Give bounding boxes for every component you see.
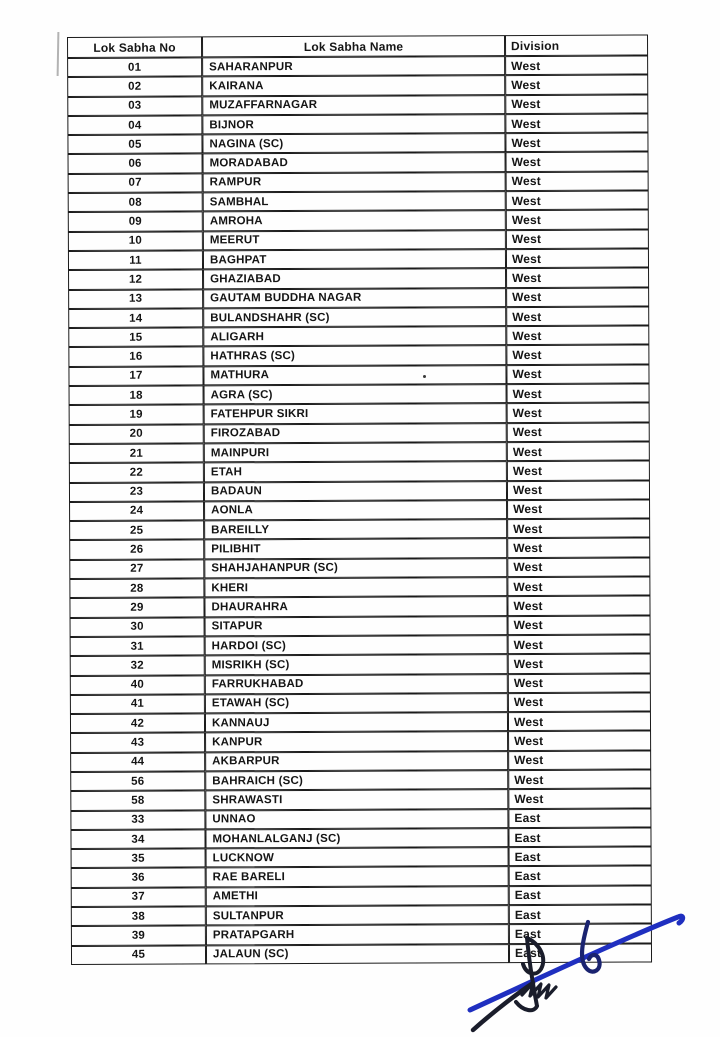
lok-sabha-name-cell: FARRUKHABAD	[205, 674, 508, 695]
lok-sabha-name-cell: SAMBHAL	[203, 191, 506, 212]
division-cell: West	[508, 731, 651, 751]
signature-stroke-zigzag	[522, 983, 556, 998]
division-cell: West	[505, 55, 648, 75]
table-row	[70, 634, 651, 656]
lok-sabha-no-cell: 26	[69, 540, 204, 560]
lok-sabha-no-cell: 19	[69, 405, 204, 425]
division-cell: West	[506, 326, 649, 346]
constituency-table	[67, 34, 652, 964]
lok-sabha-name-cell: KANPUR	[205, 731, 508, 752]
lok-sabha-name-cell: SHAHJAHANPUR (SC)	[204, 558, 507, 579]
lok-sabha-no-cell: 10	[68, 231, 203, 251]
table-row	[69, 557, 650, 579]
lok-sabha-name-cell: NAGINA (SC)	[202, 133, 505, 154]
header-lok-sabha-no: Lok Sabha No	[67, 36, 202, 58]
lok-sabha-name-cell: MUZAFFARNAGAR	[202, 95, 505, 116]
lok-sabha-name-cell: GAUTAM BUDDHA NAGAR	[203, 288, 506, 309]
table-row	[68, 306, 649, 328]
table-row	[67, 75, 648, 97]
table-row	[71, 924, 652, 946]
table-row	[69, 403, 650, 425]
table-row	[69, 596, 650, 618]
division-cell: East	[509, 847, 652, 867]
lok-sabha-name-cell: DHAURAHRA	[204, 596, 507, 617]
division-cell: East	[508, 827, 651, 847]
lok-sabha-no-cell: 39	[71, 926, 206, 946]
division-cell: East	[509, 943, 652, 963]
scan-artifact-dot	[423, 375, 426, 378]
division-cell: West	[507, 384, 650, 404]
lok-sabha-name-cell: AMROHA	[203, 210, 506, 231]
header-division: Division	[505, 34, 648, 56]
lok-sabha-no-cell: 22	[69, 463, 204, 483]
lok-sabha-no-cell: 25	[69, 521, 204, 541]
table-row	[71, 866, 652, 888]
lok-sabha-name-cell: MAINPURI	[204, 442, 507, 463]
lok-sabha-no-cell: 38	[71, 906, 206, 926]
lok-sabha-name-cell: AGRA (SC)	[204, 384, 507, 405]
lok-sabha-name-cell: MEERUT	[203, 230, 506, 251]
division-cell: East	[509, 905, 652, 925]
division-cell: West	[506, 248, 649, 268]
lok-sabha-no-cell: 07	[68, 173, 203, 193]
lok-sabha-name-cell: ETAWAH (SC)	[205, 693, 508, 714]
table-row	[70, 673, 651, 695]
lok-sabha-name-cell: KHERI	[204, 577, 507, 598]
table-row	[70, 789, 651, 811]
lok-sabha-name-cell: MORADABAD	[203, 153, 506, 174]
table-row	[69, 461, 650, 483]
signature-stroke-dark-diagonal	[473, 983, 533, 1030]
lok-sabha-name-cell: HARDOI (SC)	[205, 635, 508, 656]
division-cell: West	[505, 113, 648, 133]
division-cell: West	[507, 596, 650, 616]
division-cell: East	[508, 808, 651, 828]
division-cell: West	[507, 422, 650, 442]
lok-sabha-name-cell: FATEHPUR SIKRI	[204, 403, 507, 424]
lok-sabha-no-cell: 31	[70, 636, 205, 656]
lok-sabha-no-cell: 42	[70, 713, 205, 733]
lok-sabha-name-cell: KANNAUJ	[205, 712, 508, 733]
division-cell: West	[508, 712, 651, 732]
table-row	[68, 268, 649, 290]
division-cell: West	[507, 461, 650, 481]
division-cell: West	[505, 75, 648, 95]
lok-sabha-no-cell: 36	[71, 868, 206, 888]
lok-sabha-no-cell: 30	[70, 617, 205, 637]
division-cell: West	[506, 152, 649, 172]
table-row	[68, 171, 649, 193]
header-lok-sabha-name: Lok Sabha Name	[202, 35, 505, 57]
lok-sabha-no-cell: 16	[68, 347, 203, 367]
table-row	[69, 480, 650, 502]
lok-sabha-name-cell: HATHRAS (SC)	[203, 346, 506, 367]
division-cell: East	[509, 924, 652, 944]
lok-sabha-name-cell: MISRIKH (SC)	[205, 654, 508, 675]
lok-sabha-no-cell: 23	[69, 482, 204, 502]
lok-sabha-no-cell: 24	[69, 501, 204, 521]
table-row	[70, 692, 651, 714]
table-row	[70, 654, 651, 676]
lok-sabha-no-cell: 21	[69, 443, 204, 463]
division-cell: West	[506, 171, 649, 191]
lok-sabha-no-cell: 18	[69, 385, 204, 405]
division-cell: West	[506, 306, 649, 326]
lok-sabha-name-cell: KAIRANA	[202, 75, 505, 96]
table-row	[70, 615, 651, 637]
lok-sabha-name-cell: FIROZABAD	[204, 423, 507, 444]
table-row	[69, 384, 650, 406]
lok-sabha-name-cell: BAREILLY	[204, 519, 507, 540]
lok-sabha-no-cell: 15	[68, 328, 203, 348]
table-row	[69, 576, 650, 598]
lok-sabha-name-cell: PRATAPGARH	[206, 924, 509, 945]
table-row	[69, 422, 650, 444]
lok-sabha-no-cell: 34	[70, 829, 205, 849]
lok-sabha-no-cell: 09	[68, 212, 203, 232]
lok-sabha-no-cell: 37	[71, 887, 206, 907]
division-cell: West	[507, 403, 650, 423]
division-cell: West	[507, 557, 650, 577]
lok-sabha-no-cell: 02	[67, 77, 202, 97]
table-row	[70, 750, 651, 772]
division-cell: West	[508, 789, 651, 809]
lok-sabha-name-cell: SAHARANPUR	[202, 56, 505, 77]
table-row	[67, 55, 648, 77]
lok-sabha-name-cell: ETAH	[204, 461, 507, 482]
lok-sabha-name-cell: RAMPUR	[203, 172, 506, 193]
lok-sabha-no-cell: 20	[69, 424, 204, 444]
lok-sabha-no-cell: 29	[69, 598, 204, 618]
table-row	[67, 113, 648, 135]
lok-sabha-no-cell: 03	[67, 96, 202, 116]
division-cell: West	[506, 229, 649, 249]
lok-sabha-name-cell: AMETHI	[206, 886, 509, 907]
lok-sabha-no-cell: 28	[69, 578, 204, 598]
lok-sabha-no-cell: 41	[70, 694, 205, 714]
division-cell: West	[506, 191, 649, 211]
table-row	[69, 499, 650, 521]
lok-sabha-no-cell: 56	[70, 771, 205, 791]
lok-sabha-name-cell: BIJNOR	[202, 114, 505, 135]
lok-sabha-name-cell: LUCKNOW	[206, 847, 509, 868]
lok-sabha-name-cell: SULTANPUR	[206, 905, 509, 926]
division-cell: East	[509, 866, 652, 886]
table-row	[71, 847, 652, 869]
table-row	[68, 191, 649, 213]
lok-sabha-no-cell: 14	[68, 308, 203, 328]
table-row	[68, 229, 649, 251]
lok-sabha-name-cell: BULANDSHAHR (SC)	[203, 307, 506, 328]
table-row	[68, 152, 649, 174]
table-row	[67, 133, 648, 155]
division-cell: West	[505, 94, 648, 114]
lok-sabha-no-cell: 27	[69, 559, 204, 579]
lok-sabha-no-cell: 40	[70, 675, 205, 695]
division-cell: West	[508, 634, 651, 654]
lok-sabha-name-cell: JALAUN (SC)	[206, 944, 509, 965]
lok-sabha-no-cell: 11	[68, 250, 203, 270]
division-cell: West	[506, 287, 649, 307]
lok-sabha-no-cell: 08	[68, 192, 203, 212]
header-row	[67, 34, 648, 58]
lok-sabha-no-cell: 01	[67, 57, 202, 77]
lok-sabha-name-cell: MATHURA	[203, 365, 506, 386]
lok-sabha-name-cell: MOHANLALGANJ (SC)	[205, 828, 508, 849]
table-row	[70, 808, 651, 830]
division-cell: West	[508, 673, 651, 693]
lok-sabha-name-cell: AONLA	[204, 500, 507, 521]
division-cell: West	[507, 441, 650, 461]
table-row	[68, 345, 649, 367]
scan-artifact-streak	[57, 32, 60, 76]
table-row	[68, 326, 649, 348]
division-cell: West	[506, 268, 649, 288]
division-cell: West	[507, 538, 650, 558]
lok-sabha-no-cell: 04	[67, 115, 202, 135]
division-cell: West	[508, 615, 651, 635]
table-row	[67, 94, 648, 116]
lok-sabha-no-cell: 12	[68, 270, 203, 290]
table-row	[68, 210, 649, 232]
table-row	[69, 441, 650, 463]
division-cell: West	[508, 654, 651, 674]
division-cell: West	[505, 133, 648, 153]
table-row	[71, 943, 652, 965]
lok-sabha-name-cell: RAE BARELI	[206, 867, 509, 888]
table-row	[70, 769, 651, 791]
table-row	[70, 731, 651, 753]
lok-sabha-name-cell: PILIBHIT	[204, 539, 507, 560]
division-cell: West	[506, 345, 649, 365]
lok-sabha-name-cell: AKBARPUR	[205, 751, 508, 772]
lok-sabha-name-cell: ALIGARH	[203, 326, 506, 347]
table-row	[70, 712, 651, 734]
division-cell: West	[508, 750, 651, 770]
lok-sabha-no-cell: 06	[68, 154, 203, 174]
lok-sabha-no-cell: 43	[70, 733, 205, 753]
lok-sabha-no-cell: 33	[70, 810, 205, 830]
table-row	[68, 287, 649, 309]
division-cell: West	[507, 480, 650, 500]
lok-sabha-name-cell: SHRAWASTI	[205, 789, 508, 810]
lok-sabha-no-cell: 32	[70, 656, 205, 676]
division-cell: West	[508, 692, 651, 712]
table-row	[68, 248, 649, 270]
division-cell: West	[507, 519, 650, 539]
table-row	[71, 905, 652, 927]
division-cell: West	[508, 769, 651, 789]
lok-sabha-no-cell: 45	[71, 945, 206, 965]
table-row	[69, 538, 650, 560]
lok-sabha-no-cell: 35	[71, 849, 206, 869]
lok-sabha-name-cell: BAHRAICH (SC)	[205, 770, 508, 791]
division-cell: West	[506, 210, 649, 230]
lok-sabha-no-cell: 58	[70, 791, 205, 811]
lok-sabha-no-cell: 17	[68, 366, 203, 386]
lok-sabha-name-cell: BAGHPAT	[203, 249, 506, 270]
division-cell: West	[507, 499, 650, 519]
lok-sabha-no-cell: 13	[68, 289, 203, 309]
table-body	[67, 55, 652, 964]
table-row	[68, 364, 649, 386]
lok-sabha-no-cell: 05	[67, 135, 202, 155]
table-row	[71, 885, 652, 907]
table-row	[69, 519, 650, 541]
division-cell: West	[507, 576, 650, 596]
lok-sabha-name-cell: SITAPUR	[205, 616, 508, 637]
lok-sabha-no-cell: 44	[70, 752, 205, 772]
lok-sabha-name-cell: BADAUN	[204, 481, 507, 502]
lok-sabha-name-cell: UNNAO	[205, 809, 508, 830]
division-cell: East	[509, 885, 652, 905]
table-row	[70, 827, 651, 849]
division-cell: West	[506, 364, 649, 384]
lok-sabha-name-cell: GHAZIABAD	[203, 268, 506, 289]
